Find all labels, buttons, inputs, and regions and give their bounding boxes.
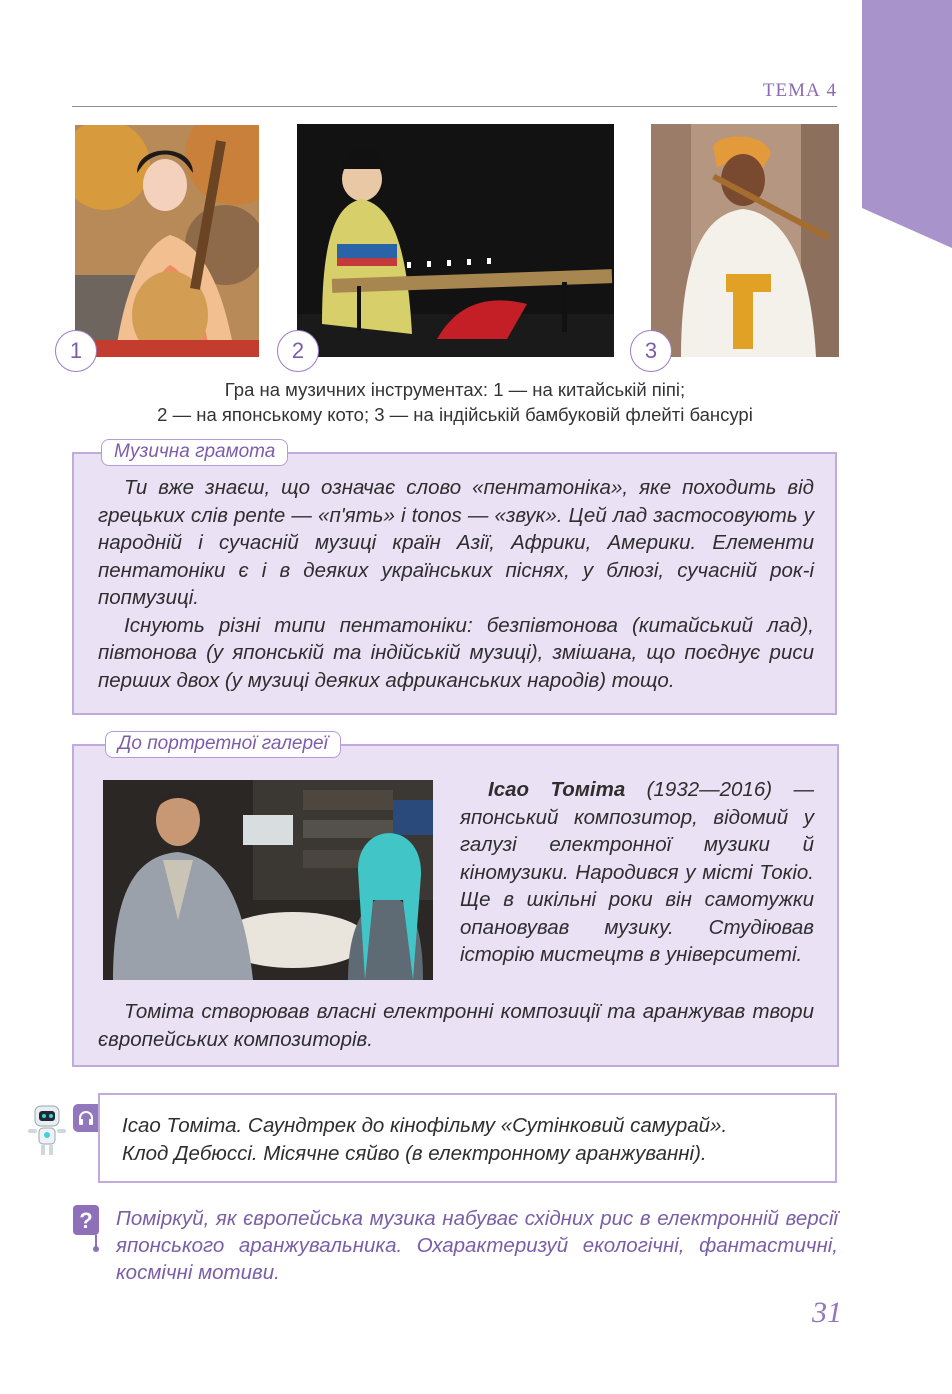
- music-literacy-box: [72, 452, 837, 715]
- tomita-bio-text: (1932—2016) — японський композитор, відомий у галузі електронної музики й кіномузики. Народився у місті Токіо. Ще в шкільні роки він самотужки опановував музику. Студіював історію мистецтв в університеті.: [460, 778, 814, 966]
- chapter-tab-corner: [862, 0, 952, 248]
- listening-item-1: Ісао Томіта. Саундтрек до кінофільму «Сутінковий самурай».: [122, 1114, 728, 1137]
- tomita-name: Ісао Томіта: [488, 778, 626, 801]
- topic-title: ТЕМА 4: [762, 80, 837, 101]
- tomita-bio-paragraph: [460, 776, 814, 969]
- photo-koto-player: [297, 124, 614, 357]
- question-mark: ?: [79, 1208, 93, 1233]
- listening-box: [98, 1093, 837, 1183]
- headphones-icon: [78, 1110, 94, 1126]
- figure-badge-3: 3: [630, 330, 672, 372]
- tomita-bio-paragraph-2: Томіта створював власні електронні композиції та аранжував твори європейських композиторів.: [98, 1000, 814, 1051]
- music-literacy-text: [98, 474, 814, 694]
- photo-isao-tomita: [103, 780, 433, 980]
- portrait-gallery-label: До портретної галереї: [105, 731, 341, 758]
- music-literacy-paragraph-1: Ти вже знаєш, що означає слово «пентатоніка», яке походить від грецьких слів pente — «п'ять» і tonos — «звук». Цей лад застосовують у народній і сучасній музиці країн Азії, Африки, Америки. Елементи пентатоніки є і в деяких українських піснях, у блюзі, сучасній рок-і попмузиці.: [98, 476, 814, 609]
- photo-pipa-player: [75, 125, 259, 357]
- figure-caption: [72, 377, 838, 427]
- caption-line-1: Гра на музичних інструментах: 1 — на китайській піпі;: [224, 379, 686, 400]
- question-text: Поміркуй, як європейська музика набуває східних рис в електронній версії японського аранжувальника. Охарактеризуй екологічні, фантастичні, космічні мотиви.: [116, 1207, 838, 1284]
- music-literacy-paragraph-2: Існують різні типи пентатоніки: безпівтонова (китайський лад), півтонова (у японській та індійській музиці), змішана, що поєднує риси перших двох (у музиці деяких африканських народів) тощо.: [98, 613, 814, 692]
- robot-icon: [26, 1102, 68, 1158]
- music-literacy-label: Музична грамота: [101, 439, 288, 466]
- photo-bansuri-player: [651, 124, 839, 357]
- figure-badge-1: 1: [55, 330, 97, 372]
- tomita-bio: [460, 776, 814, 969]
- tomita-bio-continued: [98, 998, 814, 1053]
- page-number: 31: [812, 1296, 842, 1329]
- figure-badge-2: 2: [277, 330, 319, 372]
- listening-tab: [73, 1104, 99, 1132]
- page-header: [72, 80, 837, 107]
- question-icon: [73, 1205, 99, 1253]
- listening-item-2: Клод Дебюссі. Місячне сяйво (в електронному аранжуванні).: [122, 1142, 707, 1165]
- caption-line-2: 2 — на японському кото; 3 — на індійській бамбуковій флейті бансурі: [157, 404, 753, 425]
